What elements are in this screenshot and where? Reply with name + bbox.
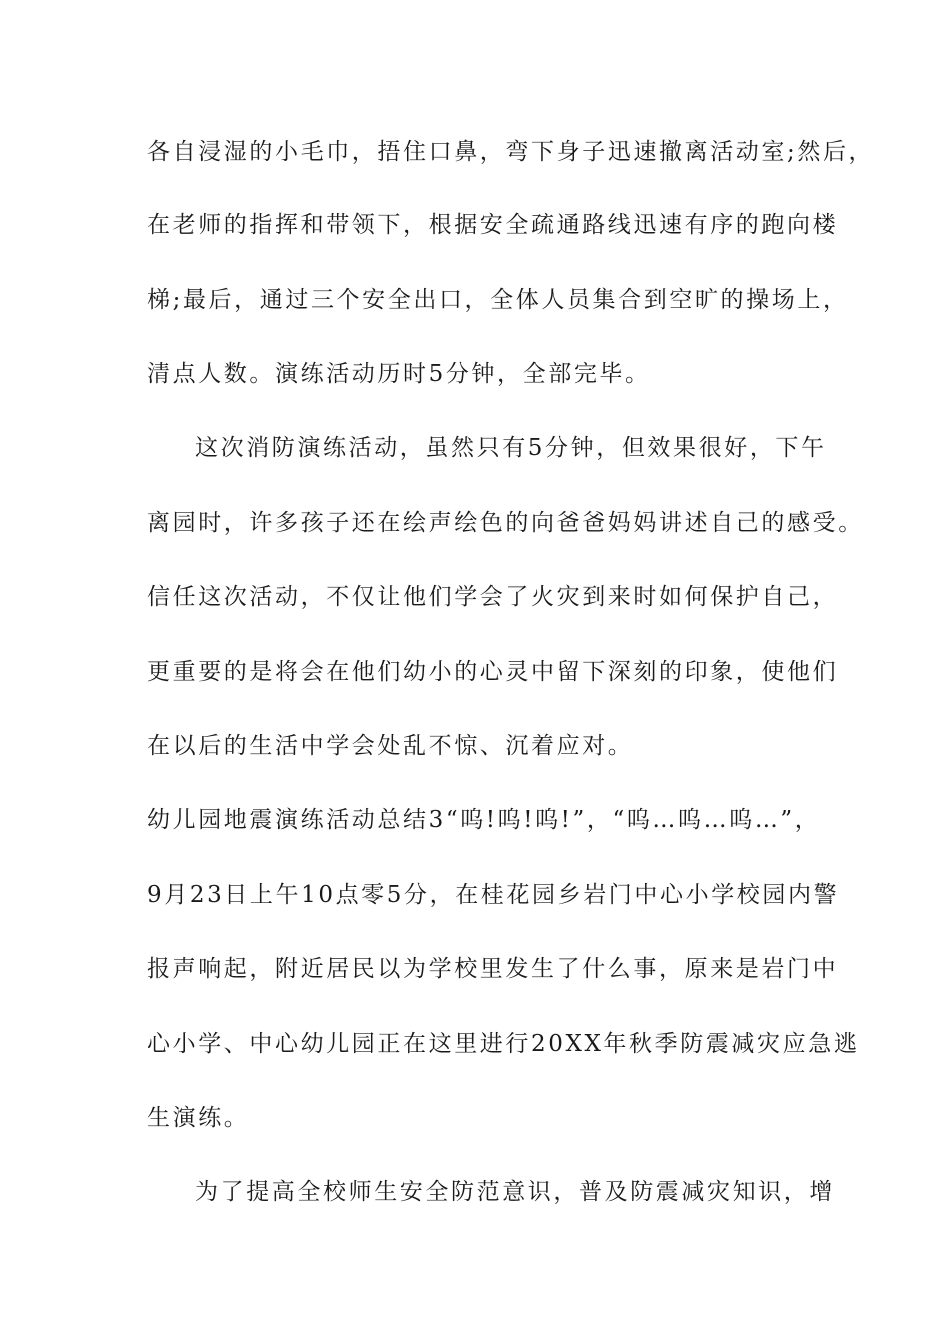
paragraph-start-line: 这次消防演练活动，虽然只有5分钟，但效果很好，下午 bbox=[195, 435, 827, 461]
text-line: 在以后的生活中学会处乱不惊、沉着应对。 bbox=[147, 733, 634, 759]
text-line: 更重要的是将会在他们幼小的心灵中留下深刻的印象，使他们 bbox=[147, 659, 839, 685]
text-line: 9月23日上午10点零5分，在桂花园乡岩门中心小学校园内警 bbox=[147, 882, 840, 908]
text-line: 报声响起，附近居民以为学校里发生了什么事，原来是岩门中 bbox=[147, 956, 839, 982]
section-heading-line: 幼儿园地震演练活动总结3“呜!呜!呜!”，“呜…呜…呜…”， bbox=[147, 807, 821, 833]
text-line: 梯;最后，通过三个安全出口，全体人员集合到空旷的操场上， bbox=[147, 287, 849, 313]
text-line: 生演练。 bbox=[147, 1105, 250, 1131]
paragraph-start-line: 为了提高全校师生安全防范意识，普及防震减灾知识，增 bbox=[195, 1179, 835, 1205]
text-line: 心小学、中心幼儿园正在这里进行20XX年秋季防震减灾应急逃 bbox=[147, 1031, 860, 1057]
text-line: 离园时，许多孩子还在绘声绘色的向爸爸妈妈讲述自己的感受。 bbox=[147, 510, 864, 536]
text-line: 各自浸湿的小毛巾，捂住口鼻，弯下身子迅速撤离活动室;然后， bbox=[147, 139, 875, 165]
text-line: 信任这次活动，不仅让他们学会了火灾到来时如何保护自己， bbox=[147, 584, 839, 610]
text-line: 清点人数。演练活动历时5分钟，全部完毕。 bbox=[147, 361, 651, 387]
text-line: 在老师的指挥和带领下，根据安全疏通路线迅速有序的跑向楼 bbox=[147, 212, 839, 238]
